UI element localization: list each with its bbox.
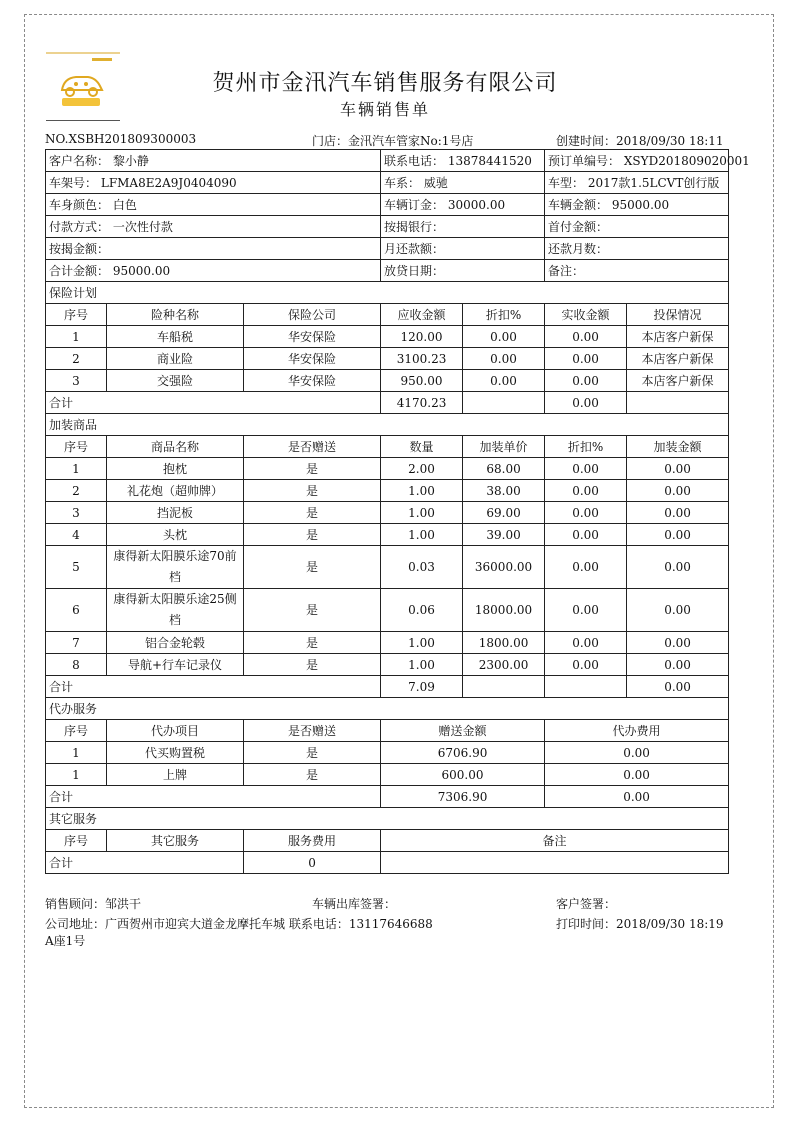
table-cell: 69.00 — [463, 502, 545, 524]
order-value: XSYD201809020001 — [623, 153, 750, 168]
table-cell: 0.00 — [627, 458, 729, 480]
price-value: 95000.00 — [611, 197, 670, 212]
company-name: 贺州市金汛汽车销售服务有限公司 — [212, 71, 558, 96]
table-cell: 2 — [46, 480, 107, 502]
table-cell: 华安保险 — [244, 370, 381, 392]
table-cell: 华安保险 — [244, 326, 381, 348]
deposit-value: 30000.00 — [447, 197, 506, 212]
table-cell: 0.00 — [545, 742, 729, 764]
table-cell: 8 — [46, 654, 107, 676]
info-row — [46, 260, 729, 282]
store-name: 门店：金汛汽车管家No:1号店 — [312, 134, 474, 148]
table-cell: 导航+行车记录仪 — [107, 654, 244, 676]
table-cell: 是 — [244, 502, 381, 524]
table-cell: 0.00 — [627, 480, 729, 502]
insurance-header-row — [46, 304, 729, 326]
section-title-insurance: 保险计划 — [46, 282, 729, 304]
table-cell: 0.00 — [545, 370, 627, 392]
customer-sign: 客户签署： — [556, 897, 617, 911]
table-cell: 0.00 — [545, 524, 627, 546]
table-cell: 康得新太阳膜乐途25侧档 — [107, 589, 244, 632]
table-cell: 0.00 — [545, 348, 627, 370]
addons-header-row — [46, 436, 729, 458]
table-row — [46, 764, 729, 786]
monthly-label: 月还款额： — [384, 241, 445, 256]
vehicle-sign: 车辆出库签署： — [312, 897, 397, 911]
table-cell: 1 — [46, 742, 107, 764]
table-row — [46, 524, 729, 546]
addons-total-row — [46, 676, 729, 698]
customer-value: 黎小静 — [112, 153, 149, 168]
info-row — [46, 172, 729, 194]
column-header: 投保情况 — [627, 304, 729, 326]
remark-label: 备注： — [548, 263, 585, 278]
table-row — [46, 458, 729, 480]
table-cell: 0.00 — [545, 326, 627, 348]
months-label: 还款月数： — [548, 241, 609, 256]
addons-total-qty: 7.09 — [381, 676, 463, 698]
downpay-label: 首付金额： — [548, 219, 609, 234]
table-cell: 0.00 — [545, 502, 627, 524]
table-cell: 4 — [46, 524, 107, 546]
table-cell: 1 — [46, 326, 107, 348]
table-cell: 600.00 — [381, 764, 545, 786]
sales-form-table — [45, 149, 750, 874]
table-cell: 是 — [244, 589, 381, 632]
total-label: 合计 — [46, 392, 381, 414]
other-header-row — [46, 830, 729, 852]
table-row — [46, 326, 729, 348]
column-header: 保险公司 — [244, 304, 381, 326]
agency-total-gift: 7306.90 — [381, 786, 545, 808]
phone-label: 联系电话： — [384, 153, 445, 168]
table-cell: 0.00 — [463, 326, 545, 348]
table-cell: 38.00 — [463, 480, 545, 502]
table-cell: 是 — [244, 480, 381, 502]
company-address: 公司地址：广西贺州市迎宾大道金龙摩托车城 联系电话：13117646688 — [45, 917, 433, 931]
table-cell: 头枕 — [107, 524, 244, 546]
insurance-total-row — [46, 392, 729, 414]
column-header: 代办项目 — [107, 720, 244, 742]
table-cell: 商业险 — [107, 348, 244, 370]
table-cell: 代买购置税 — [107, 742, 244, 764]
table-cell: 挡泥板 — [107, 502, 244, 524]
logo-underline — [46, 120, 120, 121]
table-cell: 交强险 — [107, 370, 244, 392]
table-cell: 3 — [46, 502, 107, 524]
info-row — [46, 194, 729, 216]
table-cell: 华安保险 — [244, 348, 381, 370]
column-header: 折扣% — [545, 436, 627, 458]
total-value: 95000.00 — [112, 263, 171, 278]
table-cell: 本店客户新保 — [627, 370, 729, 392]
total-label: 合计金额： — [49, 263, 110, 278]
loan-label: 按揭金额： — [49, 241, 110, 256]
table-cell: 1.00 — [381, 502, 463, 524]
table-cell: 0.00 — [463, 370, 545, 392]
table-cell: 抱枕 — [107, 458, 244, 480]
table-row — [46, 348, 729, 370]
table-cell: 是 — [244, 458, 381, 480]
table-cell: 车船税 — [107, 326, 244, 348]
column-header: 商品名称 — [107, 436, 244, 458]
column-header: 折扣% — [463, 304, 545, 326]
table-cell: 2.00 — [381, 458, 463, 480]
sales-advisor: 销售顾问：邹洪干 — [45, 897, 142, 911]
agency-total-row — [46, 786, 729, 808]
document-title: 车辆销售单 — [339, 100, 430, 119]
agency-header-row — [46, 720, 729, 742]
table-cell: 1 — [46, 764, 107, 786]
agency-total-fee: 0.00 — [545, 786, 729, 808]
table-cell: 0.00 — [627, 632, 729, 654]
table-cell: 5 — [46, 546, 107, 589]
table-cell: 0.00 — [627, 589, 729, 632]
column-header: 加装金额 — [627, 436, 729, 458]
table-row — [46, 632, 729, 654]
table-cell: 1.00 — [381, 632, 463, 654]
table-cell: 7 — [46, 632, 107, 654]
insurance-total-due: 4170.23 — [381, 392, 463, 414]
series-label: 车系： — [384, 175, 421, 190]
order-label: 预订单编号： — [548, 153, 621, 168]
table-cell: 0.00 — [545, 764, 729, 786]
payment-label: 付款方式： — [49, 219, 110, 234]
column-header: 序号 — [46, 830, 107, 852]
column-header: 数量 — [381, 436, 463, 458]
table-cell: 是 — [244, 654, 381, 676]
vin-label: 车架号： — [49, 175, 98, 190]
table-cell: 0.03 — [381, 546, 463, 589]
table-cell: 0.00 — [545, 632, 627, 654]
table-cell: 0.00 — [545, 480, 627, 502]
table-row — [46, 370, 729, 392]
table-cell: 0.00 — [463, 348, 545, 370]
bank-label: 按揭银行： — [384, 219, 445, 234]
model-label: 车型： — [548, 175, 585, 190]
table-cell: 康得新太阳膜乐途70前档 — [107, 546, 244, 589]
table-cell: 0.00 — [627, 654, 729, 676]
table-cell: 1.00 — [381, 524, 463, 546]
table-cell: 0.00 — [545, 458, 627, 480]
created-time: 创建时间：2018/09/30 18:11 — [556, 134, 724, 148]
insurance-total-paid: 0.00 — [545, 392, 627, 414]
table-cell: 上牌 — [107, 764, 244, 786]
column-header: 应收金额 — [381, 304, 463, 326]
payment-value: 一次性付款 — [112, 219, 173, 234]
table-cell: 本店客户新保 — [627, 326, 729, 348]
table-cell: 是 — [244, 742, 381, 764]
other-total-row — [46, 852, 729, 874]
table-cell: 本店客户新保 — [627, 348, 729, 370]
info-row — [46, 150, 729, 172]
table-cell: 39.00 — [463, 524, 545, 546]
table-cell: 120.00 — [381, 326, 463, 348]
deposit-label: 车辆订金： — [384, 197, 445, 212]
table-cell: 礼花炮（超帅牌） — [107, 480, 244, 502]
section-title-addons: 加装商品 — [46, 414, 729, 436]
table-cell: 68.00 — [463, 458, 545, 480]
order-number: NO.XSBH201809300003 — [45, 132, 197, 146]
customer-label: 客户名称： — [49, 153, 110, 168]
column-header: 备注 — [381, 830, 729, 852]
table-cell: 0.00 — [545, 589, 627, 632]
table-cell: 6706.90 — [381, 742, 545, 764]
table-cell: 6 — [46, 589, 107, 632]
table-cell: 0.00 — [545, 546, 627, 589]
table-cell: 0.00 — [545, 654, 627, 676]
price-label: 车辆金额： — [548, 197, 609, 212]
total-label: 合计 — [46, 786, 381, 808]
table-row — [46, 546, 729, 589]
other-total-fee: 0 — [244, 852, 381, 874]
column-header: 代办费用 — [545, 720, 729, 742]
table-row — [46, 480, 729, 502]
column-header: 实收金额 — [545, 304, 627, 326]
table-cell: 2 — [46, 348, 107, 370]
column-header: 加装单价 — [463, 436, 545, 458]
info-row — [46, 216, 729, 238]
info-row — [46, 238, 729, 260]
table-cell: 是 — [244, 546, 381, 589]
table-cell: 3100.23 — [381, 348, 463, 370]
column-header: 赠送金额 — [381, 720, 545, 742]
column-header: 服务费用 — [244, 830, 381, 852]
table-cell: 3 — [46, 370, 107, 392]
table-cell: 1800.00 — [463, 632, 545, 654]
column-header: 序号 — [46, 720, 107, 742]
column-header: 序号 — [46, 436, 107, 458]
addons-total-amount: 0.00 — [627, 676, 729, 698]
total-label: 合计 — [46, 852, 244, 874]
column-header: 其它服务 — [107, 830, 244, 852]
section-title-agency: 代办服务 — [46, 698, 729, 720]
table-row — [46, 742, 729, 764]
table-cell: 1.00 — [381, 654, 463, 676]
series-value: 威驰 — [423, 175, 448, 190]
company-address-line2: A座1号 — [45, 934, 86, 948]
table-row — [46, 589, 729, 632]
table-cell: 950.00 — [381, 370, 463, 392]
section-title-other: 其它服务 — [46, 808, 729, 830]
table-cell: 1 — [46, 458, 107, 480]
table-cell: 铝合金轮毂 — [107, 632, 244, 654]
table-cell: 是 — [244, 632, 381, 654]
column-header: 序号 — [46, 304, 107, 326]
print-time: 打印时间：2018/09/30 18:19 — [556, 917, 724, 931]
table-cell: 2300.00 — [463, 654, 545, 676]
model-value: 2017款1.5LCVT创行版 — [587, 175, 720, 190]
color-value: 白色 — [112, 197, 137, 212]
table-cell: 0.06 — [381, 589, 463, 632]
total-label: 合计 — [46, 676, 381, 698]
table-cell: 0.00 — [627, 546, 729, 589]
color-label: 车身颜色： — [49, 197, 110, 212]
table-cell: 0.00 — [627, 524, 729, 546]
loan-date-label: 放贷日期： — [384, 263, 445, 278]
table-row — [46, 502, 729, 524]
table-cell: 0.00 — [627, 502, 729, 524]
table-cell: 是 — [244, 524, 381, 546]
phone-value: 13878441520 — [447, 153, 532, 168]
table-cell: 1.00 — [381, 480, 463, 502]
table-cell: 是 — [244, 764, 381, 786]
table-row — [46, 654, 729, 676]
column-header: 险种名称 — [107, 304, 244, 326]
column-header: 是否赠送 — [244, 720, 381, 742]
table-cell: 18000.00 — [463, 589, 545, 632]
company-logo — [46, 48, 120, 120]
table-cell: 36000.00 — [463, 546, 545, 589]
column-header: 是否赠送 — [244, 436, 381, 458]
vin-value: LFMA8E2A9J0404090 — [100, 175, 237, 190]
